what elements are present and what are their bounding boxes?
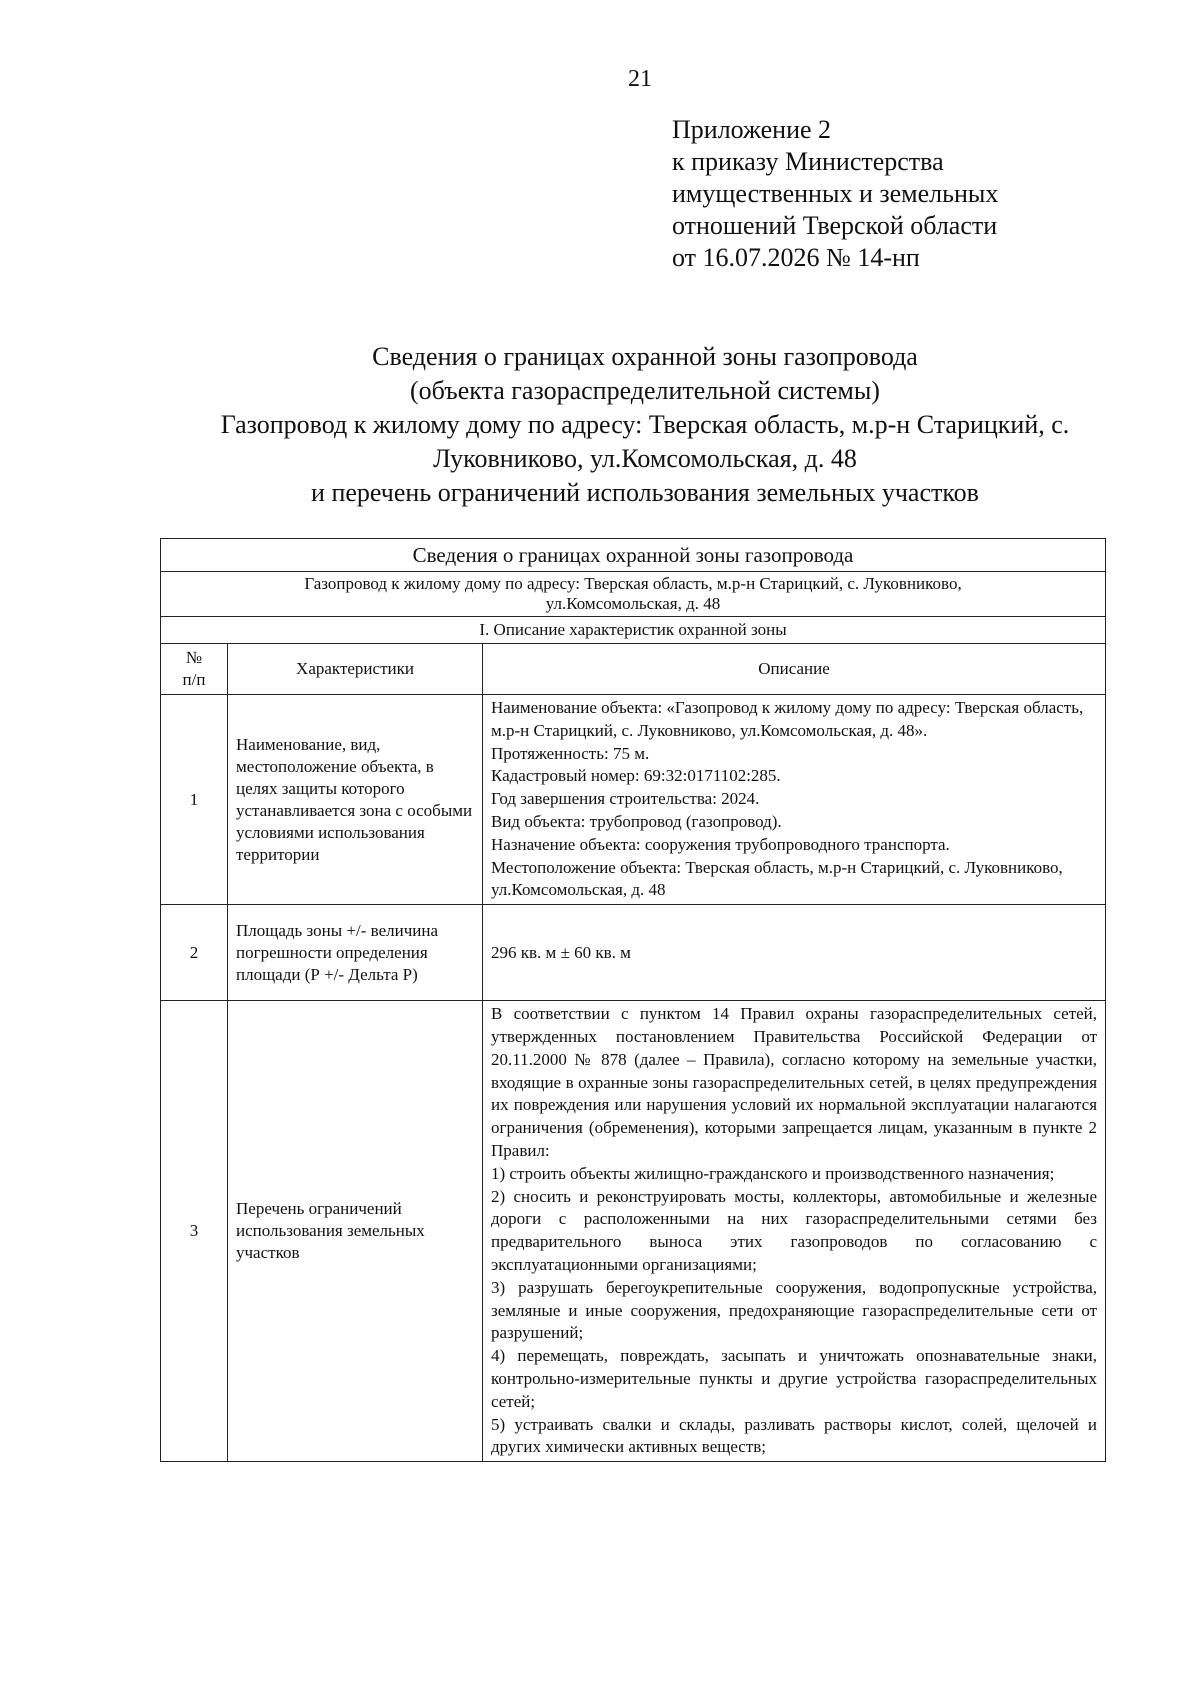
title-line: Луковниково, ул.Комсомольская, д. 48 xyxy=(433,444,857,473)
title-line: Газопровод к жилому дому по адресу: Тверская область, м.р-н Старицкий, с. xyxy=(220,410,1070,439)
description-line: 2) сносить и реконструировать мосты, коллекторы, автомобильные и железные дороги с расположенными на них газораспределительными сетями без предварительного выноса этих газопроводов по согласованию с эксплуатационными организациями; xyxy=(491,1186,1098,1274)
title-line: Сведения о границах охранной зоны газопровода xyxy=(372,342,918,371)
annex-line: от 16.07.2026 № 14-нп xyxy=(672,243,920,272)
column-header-num xyxy=(161,644,228,695)
row-number: 2 xyxy=(161,905,228,1001)
description-line: 4) перемещать, повреждать, засыпать и уничтожать опознавательные знаки, контрольно-измерительные пункты и другие устройства газораспределительных сетей; xyxy=(491,1346,1098,1411)
title-line: (объекта газораспределительной системы) xyxy=(410,376,880,405)
description-line: 296 кв. м ± 60 кв. м xyxy=(491,942,631,962)
description-line: 5) устраивать свалки и склады, разливать растворы кислот, солей, щелочей и других химически активных веществ; xyxy=(491,1414,1098,1457)
page-number: 21 xyxy=(628,66,652,92)
description-line: Кадастровый номер: 69:32:0171102:285. xyxy=(491,766,781,786)
description-line: Местоположение объекта: Тверская область, м.р-н Старицкий, с. Луковниково, ул.Комсомольская, д. 48 xyxy=(491,857,1063,900)
row-description xyxy=(483,905,1106,1001)
row-number: 3 xyxy=(161,1001,228,1462)
object-line: Газопровод к жилому дому по адресу: Тверская область, м.р-н Старицкий, с. Луковниково, xyxy=(304,574,962,593)
description-line: Вид объекта: трубопровод (газопровод). xyxy=(491,811,782,831)
annex-block xyxy=(672,114,998,274)
column-header-description: Описание xyxy=(483,644,1106,695)
description-line: В соответствии с пунктом 14 Правил охраны газораспределительных сетей, утвержденных постановлением Правительства Российской Федерации от 20.11.2000 № 878 (далее – Правила), согласно которому на земельные участки, входящие в охранные зоны газораспределительных сетей, в целях предупреждения их повреждения или нарушения условий их нормальной эксплуатации налагаются ограничения (обременения), которыми запрещается лицам, указанным в пункте 2 Правил: xyxy=(491,1004,1098,1160)
title-line: и перечень ограничений использования земельных участков xyxy=(311,478,979,507)
object-line: ул.Комсомольская, д. 48 xyxy=(545,594,721,613)
description-line: 3) разрушать берегоукрепительные сооружения, водопропускные устройства, земляные и иные сооружения, предохраняющие газораспределительные сети от разрушений; xyxy=(491,1277,1098,1343)
row-characteristic: Перечень ограничений использования земельных участков xyxy=(228,1001,483,1462)
annex-line: Приложение 2 xyxy=(672,115,832,144)
description-line: Протяженность: 75 м. xyxy=(491,743,650,763)
row-characteristic: Площадь зоны +/- величина погрешности определения площади (Р +/- Дельта Р) xyxy=(228,905,483,1001)
row-number: 1 xyxy=(161,695,228,905)
description-line: Наименование объекта: «Газопровод к жилому дому по адресу: Тверская область, м.р-н Старицкий, с. Луковниково, ул.Комсомольская, д. 48». xyxy=(491,698,1084,740)
row-description xyxy=(483,1001,1106,1462)
document-title xyxy=(160,340,1130,510)
num-header-line: п/п xyxy=(182,670,206,689)
zone-table xyxy=(160,538,1106,1462)
table-row xyxy=(161,905,1106,1001)
annex-line: к приказу Министерства xyxy=(672,147,944,176)
column-header-characteristics: Характеристики xyxy=(228,644,483,695)
table-row xyxy=(161,1001,1106,1462)
table-section-title: I. Описание характеристик охранной зоны xyxy=(161,617,1106,644)
num-header-line: № xyxy=(185,648,203,667)
table-row xyxy=(161,695,1106,905)
table-object-address xyxy=(161,572,1106,617)
description-line: 1) строить объекты жилищно-гражданского и производственного назначения; xyxy=(491,1163,1055,1183)
description-line: Назначение объекта: сооружения трубопроводного транспорта. xyxy=(491,834,950,854)
table-heading: Сведения о границах охранной зоны газопровода xyxy=(161,539,1106,572)
row-description xyxy=(483,695,1106,905)
row-characteristic: Наименование, вид, местоположение объекта, в целях защиты которого устанавливается зона с особыми условиями использования территории xyxy=(228,695,483,905)
annex-line: отношений Тверской области xyxy=(672,211,998,240)
annex-line: имущественных и земельных xyxy=(672,179,999,208)
description-line: Год завершения строительства: 2024. xyxy=(491,789,760,809)
